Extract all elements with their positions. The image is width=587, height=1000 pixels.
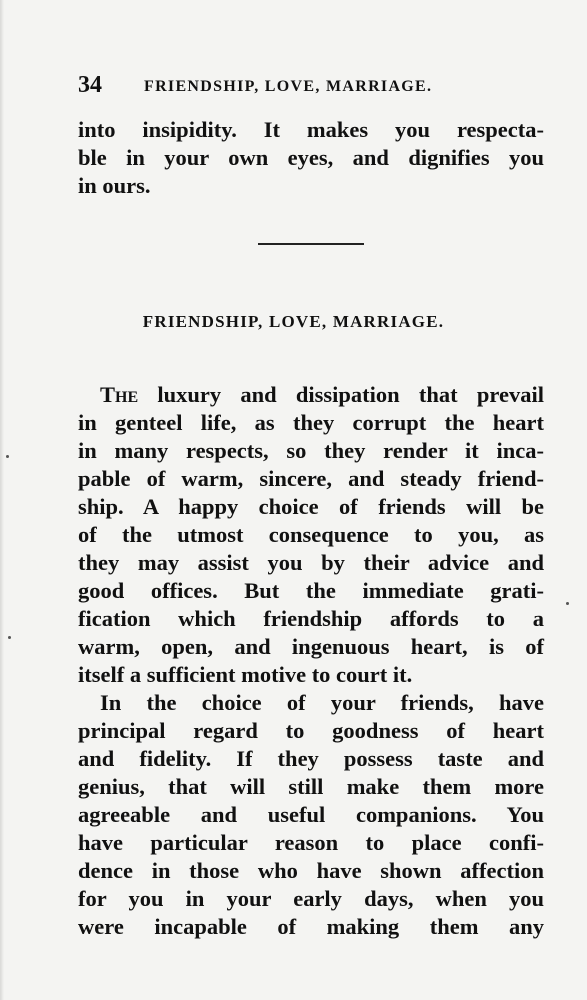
text-line: in many respects, so they render it inca- [78, 438, 544, 463]
text-line: dence in those who have shown affection [78, 858, 544, 883]
text-line: ble in your own eyes, and dignifies you [78, 145, 544, 170]
text-line: principal regard to goodness of heart [78, 718, 544, 743]
text-line: and fidelity. If they possess taste and [78, 746, 544, 771]
text-line: into insipidity. It makes you respecta- [78, 117, 544, 142]
ink-speck [8, 636, 11, 639]
text-line: in genteel life, as they corrupt the heart [78, 410, 544, 435]
text-line: In the choice of your friends, have [100, 690, 544, 715]
section-body [78, 381, 544, 941]
text-line: have particular reason to place confi- [78, 830, 544, 855]
text-line: The luxury and dissipation that prevail [100, 382, 544, 407]
text-line: ship. A happy choice of friends will be [78, 494, 544, 519]
text-line: good offices. But the immediate grati- [78, 578, 544, 603]
text-line: warm, open, and ingenuous heart, is of [78, 634, 544, 659]
text-line: itself a sufficient motive to court it. [78, 662, 413, 687]
text-line: were incapable of making them any [78, 914, 544, 939]
running-head: FRIENDSHIP, LOVE, MARRIAGE. [144, 78, 433, 95]
ink-speck [6, 455, 9, 458]
page-header [78, 72, 548, 102]
page-number: 34 [78, 72, 102, 98]
text-line: genius, that will still make them more [78, 774, 544, 799]
text-line: in ours. [78, 173, 151, 198]
text-line: pable of warm, sincere, and steady friend- [78, 466, 544, 491]
section-divider-rule [258, 243, 364, 245]
text-line: agreeable and useful companions. You [78, 802, 544, 827]
text-line: of the utmost consequence to you, as [78, 522, 544, 547]
text-line: for you in your early days, when you [78, 886, 544, 911]
section-heading: FRIENDSHIP, LOVE, MARRIAGE. [142, 312, 445, 331]
text-line: fication which friendship affords to a [78, 606, 544, 631]
ink-speck [566, 602, 569, 605]
continued-paragraph [78, 116, 544, 200]
text-line: they may assist you by their advice and [78, 550, 544, 575]
page-edge-shadow [0, 0, 4, 1000]
